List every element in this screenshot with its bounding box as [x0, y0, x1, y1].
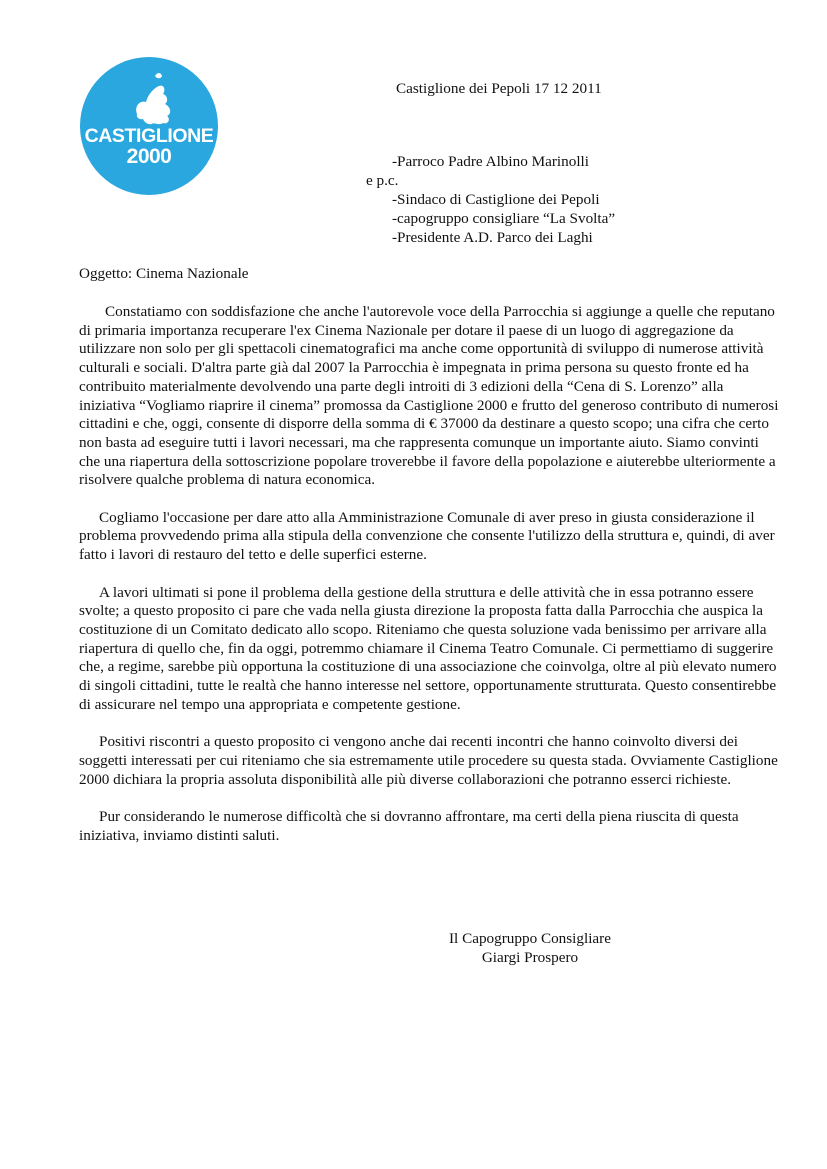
body-paragraph: Constatiamo con soddisfazione che anche l'autorevole voce della Parrocchia si aggiunge a quelle che reputano di primaria importanza recuperare l'ex Cinema Nazionale per dotare il paese di un luogo di aggregazione da utilizzare non solo per gli spettacoli cinematografici ma anche come opportunità di sviluppo di numerose attività culturali e sociali. D'altra parte già dal 2007 la Parrocchia è impegnata in prima persona su questo fronte ed ha contribuito materialmente devolvendo una parte degli introiti di 3 edizioni della “Cena di S. Lorenzo” alla iniziativa “Vogliamo riaprire il cinema” promossa da Castiglione 2000 e frutto del generoso contributo di numerosi cittadini e che, oggi, consente di disporre della somma di € 37000 da destinare a questo scopo; una cifra che certo non basta ad eseguire tutti i lavori necessari, ma che rappresenta comunque un importante aiuto. Siamo convinti che una riapertura della sottoscrizione popolare troverebbe il favore della popolazione e aiuterebbe ulteriormente a risolvere qualche problema di natura economica.	[79, 303, 779, 489]
primary-recipient: -Parroco Padre Albino Marinolli	[392, 153, 589, 170]
logo-number: 2000	[126, 145, 172, 168]
letter-body	[79, 303, 779, 864]
cc-recipient: -Sindaco di Castiglione dei Pepoli	[392, 191, 600, 208]
letter-subject: Oggetto: Cinema Nazionale	[79, 265, 249, 282]
body-paragraph: Pur considerando le numerose difficoltà che si dovranno affrontare, ma certi della piena riuscita di questa iniziativa, inviamo distinti saluti.	[79, 807, 739, 844]
recipients-block	[366, 152, 615, 247]
logo-wordmark: CASTIGLIONE	[84, 125, 214, 147]
cc-recipient: -capogruppo consigliare “La Svolta”	[392, 210, 616, 227]
cc-label: e p.c.	[366, 172, 399, 189]
cc-recipient: -Presidente A.D. Parco dei Laghi	[392, 229, 593, 246]
signature-block	[449, 929, 611, 967]
body-paragraph: A lavori ultimati si pone il problema della gestione della struttura e delle attività che in essa potranno essere svolte; a questo proposito ci pare che vada nella giusta direzione la proposta fatta dalla Parrocchia che auspica la costituzione di un Comitato dedicato allo scopo. Riteniamo che questa soluzione vada benissimo per arrivare alla riapertura di quello che, fin da oggi, potremmo chiamare il Cinema Teatro Comunale. Ci permettiamo di suggerire che, a regime, sarebbe più opportuna la costituzione di una associazione che coinvolga, oltre al più elevato numero di singoli cittadini, tutte le realtà che hanno interesse nel settore, opportunamente strutturata. Questo consentirebbe di assicurare nel tempo una appropriata e competente gestione.	[79, 583, 777, 713]
body-paragraph: Cogliamo l'occasione per dare atto alla Amministrazione Comunale di aver preso in giusta considerazione il problema provvedendo prima alla stipula della convenzione che consente l'utilizzo della struttura e, quindi, di aver fatto i lavori di restauro del tetto e delle superfici esterne.	[79, 508, 775, 564]
signature-name: Giargi Prospero	[481, 949, 579, 966]
body-paragraph: Positivi riscontri a questo proposito ci vengono anche dai recenti incontri che hanno coinvolto diversi dei soggetti interessati per cui riteniamo che sia estremamente utile procedere su questa stada. Ovviamente Castiglione 2000 dichiara la propria assoluta disponibilità alle più diverse collaborazioni che potranno esserci richieste.	[79, 733, 778, 788]
letter-date: Castiglione dei Pepoli 17 12 2011	[396, 80, 602, 97]
castiglione-2000-logo	[79, 56, 219, 196]
signature-role: Il Capogruppo Consigliare	[449, 930, 611, 947]
logo-emblem	[79, 56, 219, 196]
